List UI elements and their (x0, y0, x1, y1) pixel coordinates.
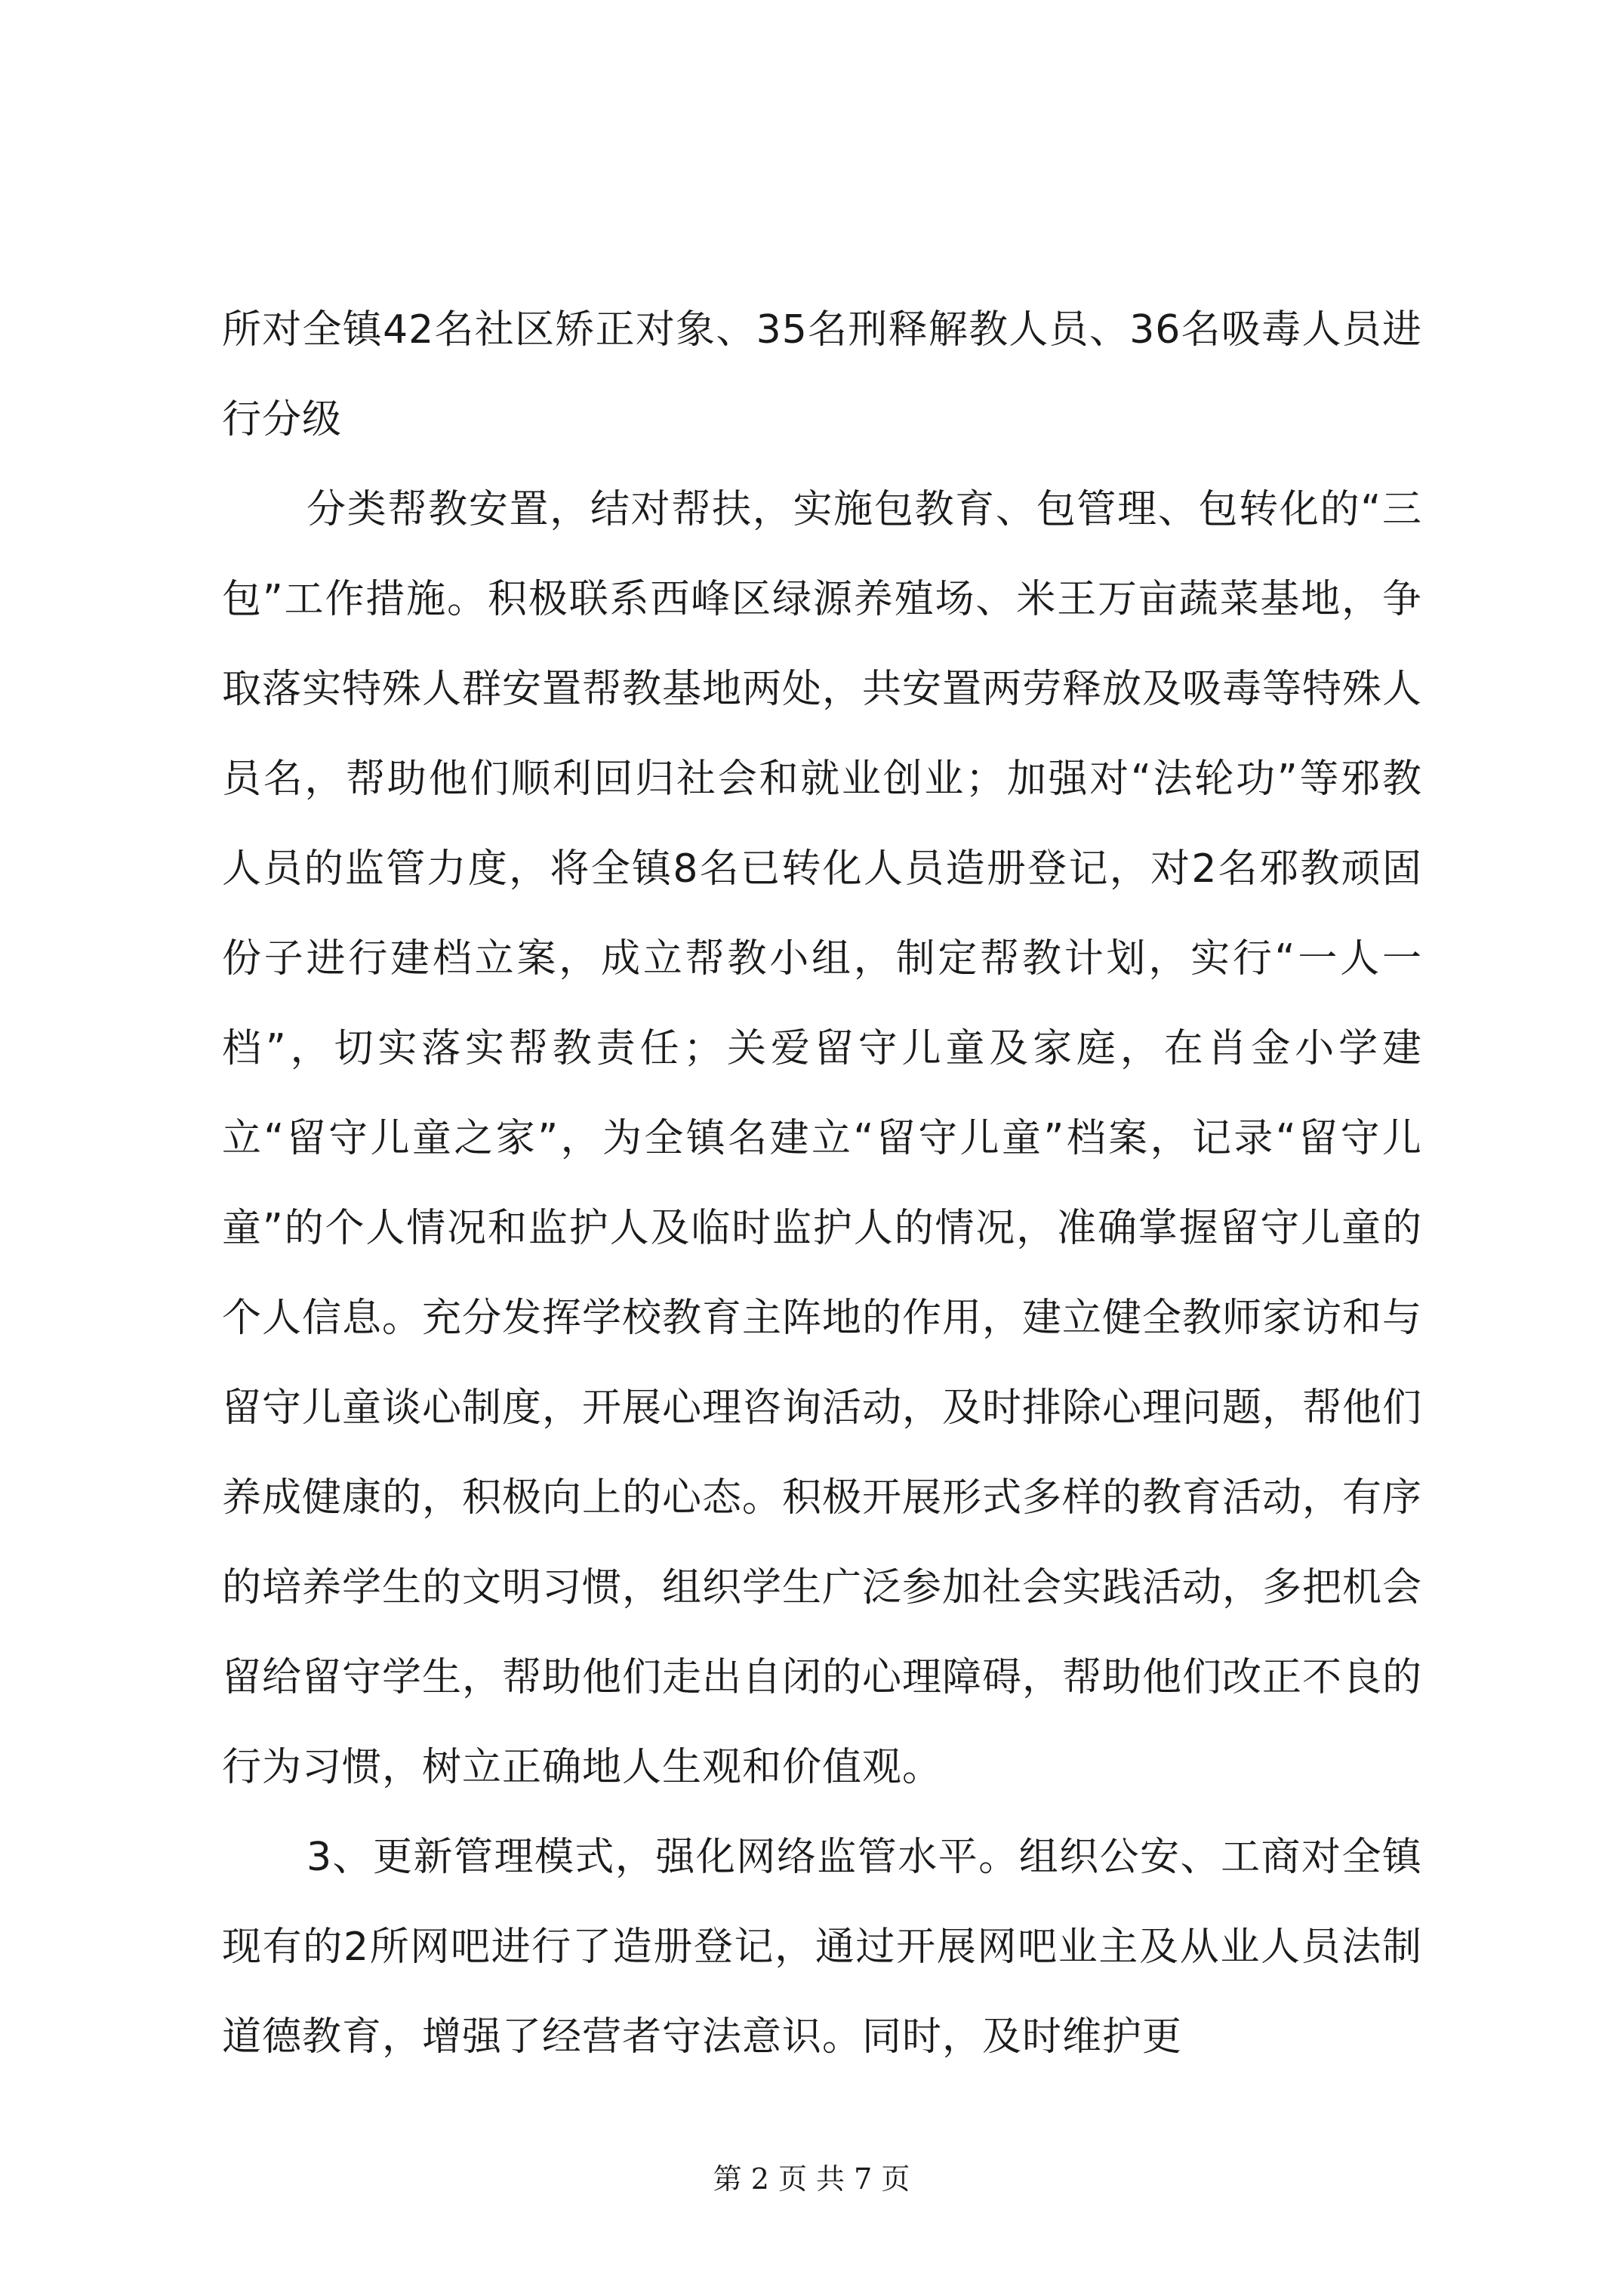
paragraph-1: 所对全镇42名社区矫正对象、35名刑释解教人员、36名吸毒人员进行分级 (222, 307, 1422, 442)
page-footer (0, 2156, 1623, 2197)
paragraph-2: 分类帮教安置，结对帮扶，实施包教育、包管理、包转化的“三包”工作措施。积极联系西峰区绿源养殖场、米王万亩蔬菜基地，争取落实特殊人群安置帮教基地两处，共安置两劳释放及吸毒等特殊人员名，帮助他们顺利回归社会和就业创业；加强对“法轮功”等邪教人员的监管力度，将全镇8名已转化人员造册登记，对2名邪教顽固份子进行建档立案，成立帮教小组，制定帮教计划，实行“一人一档”，切实落实帮教责任；关爱留守儿童及家庭，在肖金小学建立“留守儿童之家”，为全镇名建立“留守儿童”档案，记录“留守儿童”的个人情况和监护人及临时监护人的情况，准确掌握留守儿童的个人信息。充分发挥学校教育主阵地的作用，建立健全教师家访和与留守儿童谈心制度，开展心理咨询活动，及时排除心理问题，帮他们养成健康的，积极向上的心态。积极开展形式多样的教育活动，有序的培养学生的文明习惯，组织学生广泛参加社会实践活动，多把机会留给留守学生，帮助他们走出自闭的心理障碍，帮助他们改正不良的行为习惯，树立正确地人生观和价值观。 (222, 487, 1423, 1790)
paragraph-3: 3、更新管理模式，强化网络监管水平。组织公安、工商对全镇现有的2所网吧进行了造册登记，通过开展网吧业主及从业人员法制道德教育，增强了经营者守法意识。同时，及时维护更 (222, 1835, 1422, 2060)
document-body (222, 285, 1422, 2082)
page-number-label: 第 2 页 共 7 页 (713, 2162, 910, 2196)
